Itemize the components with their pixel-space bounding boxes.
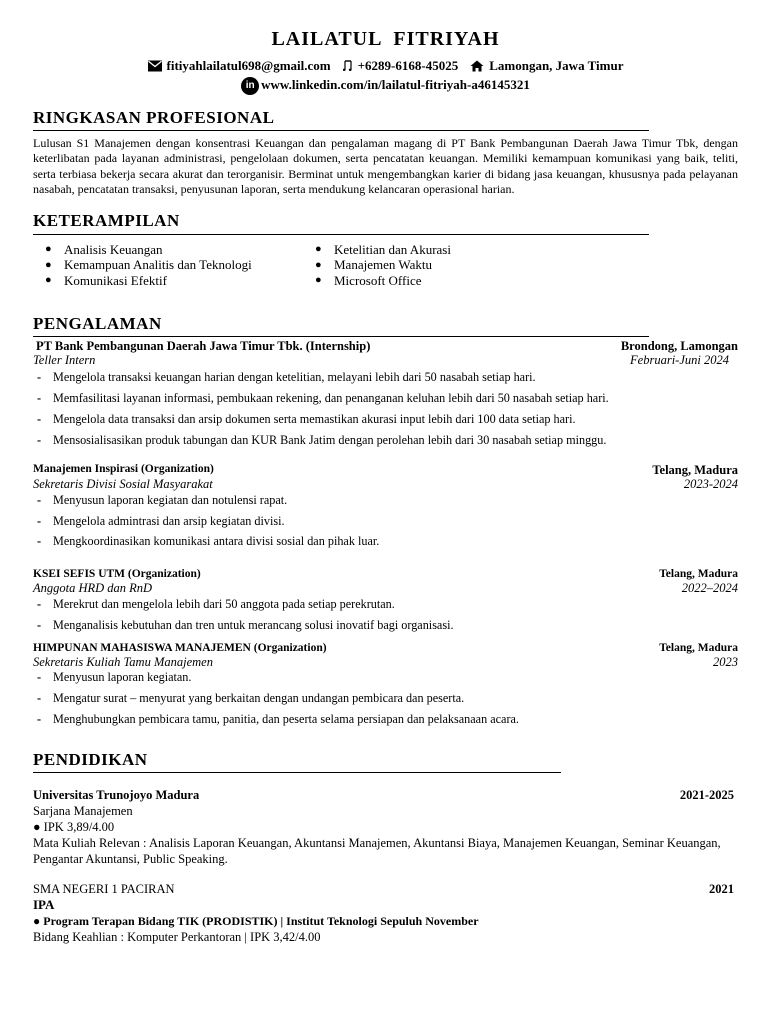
linkedin-icon: in	[241, 77, 259, 95]
job-place: Telang, Madura	[652, 462, 738, 477]
summary-title: RINGKASAN PROFESIONAL	[33, 107, 649, 131]
candidate-name: LAILATUL FITRIYAH	[271, 28, 500, 50]
job-points	[33, 493, 738, 550]
school-major: IPA	[33, 897, 55, 913]
education-entry	[33, 881, 738, 945]
linkedin-item	[241, 77, 530, 95]
envelope-icon	[148, 60, 162, 72]
job-period: 2023	[713, 654, 738, 669]
school-field: Bidang Keahlian : Komputer Perkantoran | IPK 3,42/4.00	[33, 930, 321, 945]
job-point: - Menganalisis kebutuhan dan tren untuk merancang solusi inovatif bagi organisasi.	[37, 617, 454, 632]
job-role: Sekretaris Divisi Sosial Masyarakat	[33, 476, 213, 491]
job-period: 2023-2024	[683, 476, 738, 491]
school-program: ● Program Terapan Bidang TIK (PRODISTIK) | Institut Teknologi Sepuluh November	[33, 913, 479, 928]
job-org: PT Bank Pembangunan Daerah Jawa Timur Tbk. (Internship)	[36, 339, 371, 354]
job-point: - Mengelola transaksi keuangan harian dengan ketelitian, melayani lebih dari 50 nasabah setiap hari.	[37, 370, 536, 385]
job-header	[33, 567, 738, 582]
gpa: ● IPK 3,89/4.00	[33, 820, 115, 835]
job-role: Anggota HRD dan RnD	[33, 581, 153, 596]
skills-title: KETERAMPILAN	[33, 210, 649, 234]
job-period: Februari-Juni 2024	[630, 353, 729, 368]
education-period: 2021-2025	[679, 788, 734, 803]
skills-section	[33, 210, 649, 234]
experience-section	[33, 313, 649, 337]
job-point: - Menghubungkan pembicara tamu, panitia, dan peserta selama persiapan dan pelaksanaan acara.	[37, 712, 519, 727]
job-header	[33, 338, 738, 354]
summary-section	[33, 107, 649, 131]
job-entry	[33, 462, 738, 550]
job-org: KSEI SEFIS UTM (Organization)	[33, 568, 201, 581]
job-subheader	[33, 354, 738, 368]
job-subheader	[33, 656, 738, 670]
education-period: 2021	[709, 882, 734, 897]
institution-name: Universitas Trunojoyo Madura	[33, 788, 200, 803]
job-points	[33, 370, 738, 448]
location-text: Lamongan, Jawa Timur	[489, 58, 624, 73]
linkedin-link[interactable]: www.linkedin.com/in/lailatul-fitriyah-a46145321	[261, 77, 530, 93]
job-point: - Menyusun laporan kegiatan.	[37, 670, 192, 685]
home-icon	[470, 60, 484, 72]
education-section	[33, 749, 561, 773]
bullet-icon: ●	[315, 258, 322, 271]
experience-list	[33, 338, 738, 727]
degree: Sarjana Manajemen	[33, 804, 133, 819]
job-period: 2022–2024	[681, 581, 738, 596]
job-points	[33, 597, 738, 633]
job-place: Brondong, Lamongan	[620, 339, 738, 354]
education-title: PENDIDIKAN	[33, 749, 561, 773]
experience-title: PENGALAMAN	[33, 313, 649, 337]
skill-item: ● Komunikasi Efektif	[45, 273, 167, 289]
job-point: - Mengatur surat – menyurat yang berkaitan dengan undangan pembicara dan peserta.	[37, 691, 465, 706]
linkedin-row	[33, 77, 738, 95]
job-point: - Memfasilitasi layanan informasi, pembukaan rekening, dan penanganan keluhan lebih dari 50 nasabah setiap hari.	[37, 391, 609, 406]
job-org: HIMPUNAN MAHASISWA MANAJEMEN (Organization)	[33, 641, 327, 654]
skill-item: ● Analisis Keuangan	[45, 241, 163, 257]
institution-name: SMA NEGERI 1 PACIRAN	[33, 882, 175, 897]
skill-item: ● Microsoft Office	[315, 273, 422, 289]
skill-item: ● Ketelitian dan Akurasi	[315, 241, 451, 257]
bullet-icon: ●	[315, 274, 322, 287]
email-text[interactable]: fitiyahlailatul698@gmail.com	[166, 58, 331, 73]
job-header	[33, 462, 738, 478]
job-role: Sekretaris Kuliah Tamu Manajemen	[33, 654, 213, 669]
job-point: - Merekrut dan mengelola lebih dari 50 anggota pada setiap perekrutan.	[37, 597, 395, 611]
job-point: - Mensosialisasikan produk tabungan dan KUR Bank Jatim dengan perolehan lebih dari 30 nasabah setiap minggu.	[37, 432, 607, 447]
job-org: Manajemen Inspirasi (Organization)	[33, 462, 214, 475]
education-entry	[33, 787, 738, 867]
job-point: - Mengelola data transaksi dan arsip dokumen serta memastikan akurasi input lebih dari 100 data setiap hari.	[37, 411, 576, 426]
job-points	[33, 670, 738, 727]
job-role: Teller Intern	[33, 353, 96, 368]
summary-text: Lulusan S1 Manajemen dengan konsentrasi Keuangan dan pengalaman magang di PT Bank Pembangunan Daerah Jawa Timur Tbk, dengan keterlibatan pada layanan administrasi, pengelolaan dokumen, serta pencatatan keuangan. Memiliki kemampuan komunikasi yang baik, teliti, serta terbiasa bekerja secara akurat dan terorganisir. Berminat untuk mengembangkan karier di bidang jasa keuangan, khususnya pada pelayanan nasabah, pencatatan transaksi, penyusunan laporan, serta mendukung kelancaran operasional harian.	[33, 135, 738, 197]
relevant-courses: Mata Kuliah Relevan : Analisis Laporan Keuangan, Akuntansi Manajemen, Akuntansi Biaya, Manajemen Keuangan, Seminar Keuangan, Pengantar Akuntansi, Public Speaking.	[33, 836, 721, 867]
resume-header	[33, 0, 738, 95]
bullet-icon: ●	[45, 242, 52, 255]
job-subheader	[33, 478, 738, 492]
skill-item: ● Kemampuan Analitis dan Teknologi	[45, 257, 252, 273]
education-header	[33, 881, 734, 897]
skills-list	[33, 242, 738, 290]
job-header	[33, 641, 738, 656]
job-point: - Mengelola admintrasi dan arsip kegiatan divisi.	[37, 513, 285, 528]
contact-row	[33, 58, 738, 75]
phone-text[interactable]: +6289-6168-45025	[357, 58, 459, 73]
bullet-icon: ●	[45, 274, 52, 287]
email-item	[148, 58, 331, 75]
education-header	[33, 787, 734, 803]
phone-item	[343, 58, 459, 75]
job-entry	[33, 338, 738, 448]
location-item	[470, 58, 623, 75]
job-entry	[33, 641, 738, 727]
skill-item: ● Manajemen Waktu	[315, 257, 432, 273]
job-subheader	[33, 582, 738, 596]
job-place: Telang, Madura	[659, 641, 738, 654]
job-entry	[33, 567, 738, 632]
job-point: - Mengkoordinasikan komunikasi antara divisi sosial dan pihak luar.	[37, 534, 380, 549]
phone-icon	[343, 60, 353, 72]
job-point: - Menyusun laporan kegiatan dan notulensi rapat.	[37, 492, 288, 507]
bullet-icon: ●	[315, 242, 322, 255]
bullet-icon: ●	[45, 258, 52, 271]
job-place: Telang, Madura	[659, 568, 738, 581]
